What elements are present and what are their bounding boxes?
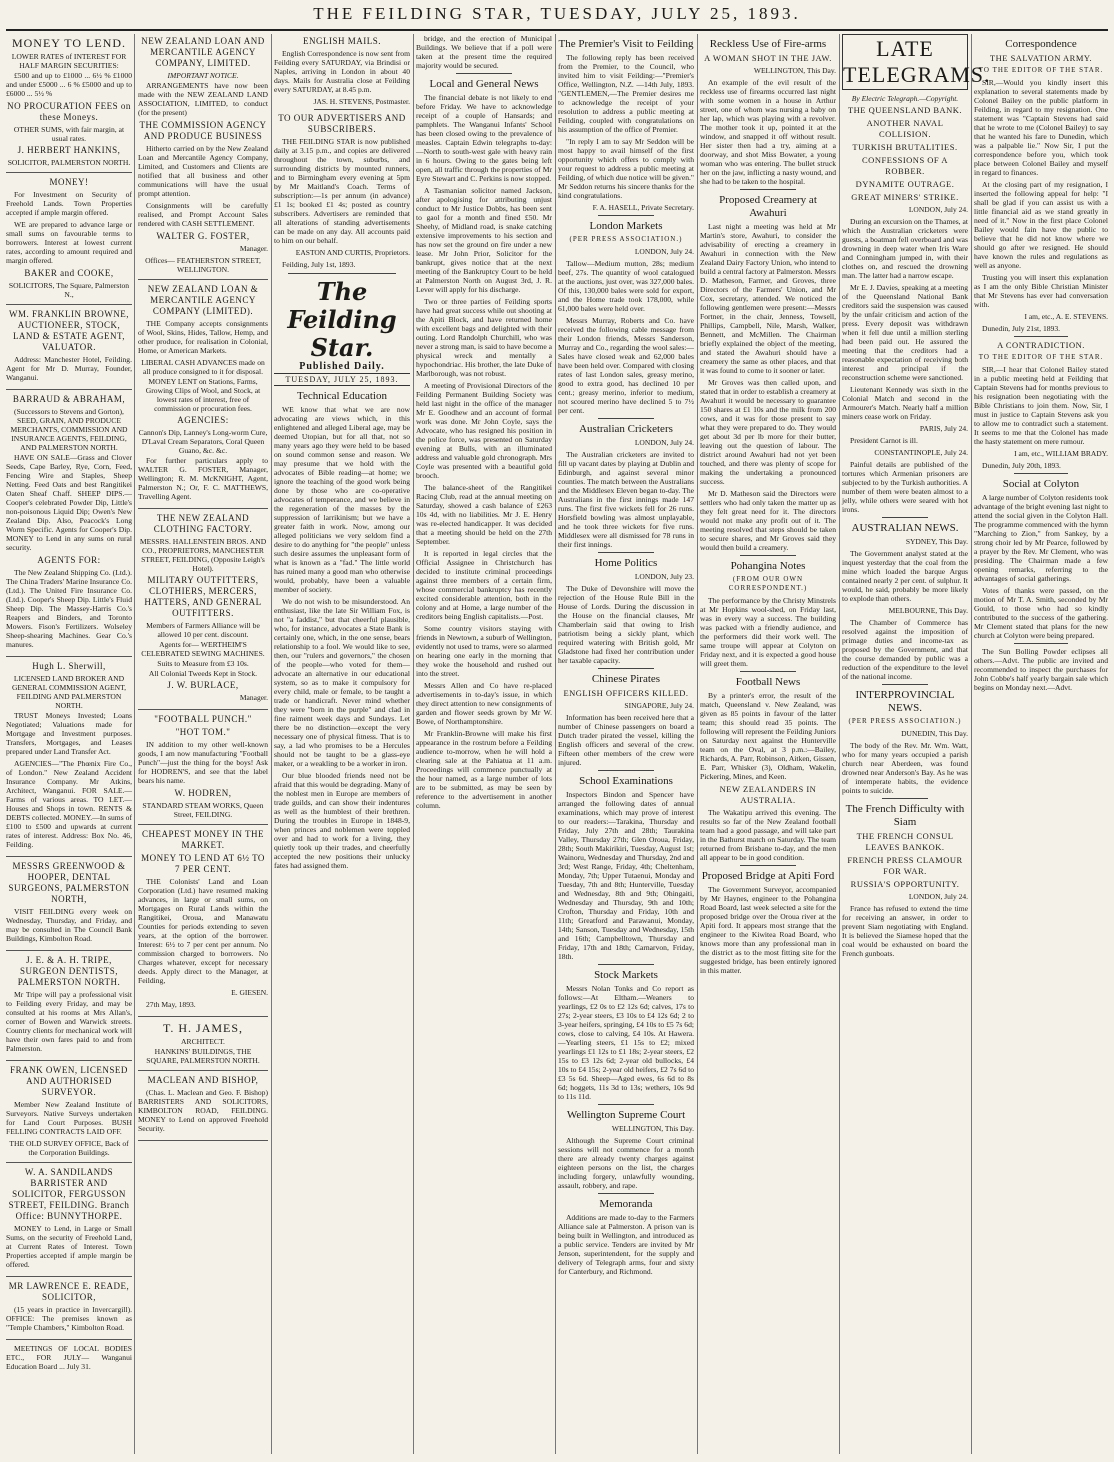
article-heading: Wellington Supreme Court (566, 1109, 686, 1121)
notice-signature: EASTON AND CURTIS, Proprietors. (295, 248, 410, 257)
article-source: (FROM OUR OWN CORRESPONDENT.) (728, 575, 808, 592)
column-3-editorial (274, 34, 410, 1454)
ad-text: AGENCIES—"The Phœnix Fire Co., of London." New Zealand Accident Insurance Company. Mr Atkins, Architect, Wanganui. FOR SALE.—Farms of various areas. TO LET.—Houses and Shops in town. RENTS & DEBTS collected. MONEY.—In sums of £100 to £500 and upwards at current rates of interest. Address: Box No. 46, Feilding. (6, 759, 132, 849)
article-text: "In reply I am to say Mr Seddon will be most happy to avail himself of the first opportunity which offers to comply with your request to address a public meeting at Feilding, of which due notice will be given." Mr Seddon returns his sincere thanks for the kind congratulations. (558, 137, 694, 200)
notice-date: Feilding, July 1st, 1893. (282, 260, 356, 269)
divider (598, 668, 654, 669)
ad-text: The New Zealand Shipping Co. (Ltd.). The China Traders' Marine Insurance Co. (Ltd.). The United Fire Insurance Co. (Ltd.). Cooper's Sheep Dip. Little's Fluid Sheep Dip. The Massey-Harris Co.'s Reapers and Binders, and Toronto Mowers. Fison's Fertilizers. Wolseley Sheep-shearing Machines. Gear Co.'s manures. (6, 568, 132, 649)
ad-advertiser-name: E. GIESEN. (231, 988, 268, 997)
ad-heading: MESSRS GREENWOOD & HOOPER, DENTAL SURGEONS, PALMERSTON NORTH, (8, 861, 130, 904)
column-divider (971, 34, 972, 1454)
ad-sherwill (6, 661, 132, 857)
article-text: It is reported in legal circles that the Official Assignee in Christchurch has decided to institute criminal proceedings against three members of a certain firm, whose commercial bankruptcy has recently excited considerable attention, both in the colony and at Home, a large number of the creditors being English capitalists.—Post. (416, 549, 552, 621)
ad-text: OTHER SUMS, with fair margin, at usual rates. (13, 125, 125, 143)
divider (1014, 336, 1068, 337)
letter-text: SIR,—I hear that Colonel Bailey stated in a public meeting held at Feilding that Captain Stevens had for months previous to his resignation been negotiating with the Bible Christians to join them. Now, Sir, I must in justice to Captain Stevens ask you to allow me to contradict such a statement. It seems to me that the Colonel has made the hasty statement on mere rumour. (974, 365, 1108, 446)
column-4-news (416, 34, 552, 1454)
article-dateline: LONDON, July 24. (634, 438, 694, 447)
notice-signature: JAS. H. STEVENS, Postmaster. (313, 97, 410, 106)
ad-subheading: AGENCIES: (177, 415, 229, 425)
article-heading: Chinese Pirates (591, 673, 661, 685)
article-heading: AUSTRALIAN NEWS. (851, 522, 959, 534)
article-heading: Australian Cricketers (579, 423, 673, 435)
article-text: Votes of thanks were passed, on the motion of Mr T. A. Smith, seconded by Mr Gould, to those who had so kindly contributed to the success of the gathering. Mr Clement stated that plans for the new church at Colyton were being prepared. (974, 586, 1108, 640)
ad-text: THE Company accepts consignments of Wool, Skins, Hides, Tallow, Hemp, and other produce, for realisation in Colonial, Home, or American Markets. (138, 319, 268, 355)
ad-heading: J. E. & A. H. TRIPE, SURGEON DENTISTS, PALMERSTON NORTH. (17, 955, 121, 987)
column-divider (839, 34, 840, 1454)
letter-date: Dunedin, July 21st, 1893. (982, 324, 1061, 333)
ad-heading: MONEY! (49, 177, 89, 187)
ad-nz-loan-mercantile (138, 284, 268, 509)
article-dateline: WELLINGTON, This Day. (611, 1124, 694, 1133)
article-dateline: SINGAPORE, July 24. (624, 701, 694, 710)
article-heading: Local and General News (429, 78, 539, 90)
article-text: During an excursion on the Thames, at which the Australian cricketers were guests, a boatman fell overboard and was drowning in deep water when Iris Ware and Conningham jumped in, with their clothes on, and rescued the drowning man. The latter had a narrow escape. (842, 217, 968, 280)
late-telegrams-banner: LATE TELEGRAMS. (842, 34, 968, 90)
divider (740, 189, 796, 190)
ad-heading: WM. FRANKLIN BROWNE, AUCTIONEER, STOCK, LAND & ESTATE AGENT, VALUATOR. (9, 309, 129, 352)
ad-advertiser-name: J. HERBERT HANKINS, (17, 145, 121, 155)
ad-heading: Hugh L. Sherwill, (32, 661, 106, 671)
ad-barraud-abraham (6, 394, 132, 657)
ad-rates: £500 and up to £1000 ... 6½ % £1000 and under £5000 ... 6 % £5000 and up to £6000 ... 5½ % (6, 71, 132, 98)
section-heading: Correspondence (1005, 38, 1077, 50)
ad-text: IN addition to my other well-known goods, I am now manufacturing "Football Punch"—just the thing for the boys! Ask for HODREN'S, and see that the label bears his name. (138, 740, 268, 785)
article-subheading: NEW ZEALANDERS IN AUSTRALIA. (719, 784, 817, 805)
divider (598, 552, 654, 553)
telegram-headline: GREAT MINERS' STRIKE. (851, 192, 959, 202)
article-dateline: MELBOURNE, This Day. (888, 606, 968, 615)
column-divider (134, 34, 135, 1454)
article-text: We do not wish to be misunderstood. An enthusiast, like the late Sir William Fox, is not "a faddist," but that cheerful plausible, who, for instance, advocates a State Bank is certainly one, which, in the one sense, bears relationship to a fool. We would like to see, then, our "rulers and governors," the chosen of the people—who voted for them—advocate an alternative in our educational system, so as to make it compulsory for every child, male or female, to be taught a trade or handicraft. Never mind whether they were "born in the purple" and clad in fine raiment week days and Sundays. Let there be no distinction—except the very necessary one of physical fitness. That is to say, a lad who promises to be a Hercules should not be taught to be a glass-eye maker, or a weakling to be a worker in iron. (274, 597, 410, 768)
article-heading: INTERPROVINCIAL NEWS. (855, 689, 955, 714)
ad-james-architect (138, 1021, 268, 1071)
column-8-correspondence (974, 34, 1108, 1454)
article-text: Mr D. Matheson said the Directors were settlers who had only taken the matter up as they felt great need for it. The directors would not make any profit out of it. The meeting resolved that steps should be taken to secure shares, and Mr Groves said they would then build a creamery. (700, 489, 836, 552)
article-text: Some country visitors staying with friends in Newtown, a suburb of Wellington, evidently not used to trams, were so alarmed on hearing one early in the morning that they woke the household and rushed out into the street. (416, 624, 552, 678)
article-dateline: SYDNEY, This Day. (905, 537, 968, 546)
article-dateline: CONSTANTINOPLE, July 24. (874, 448, 968, 457)
article-source: (PER PRESS ASSOCIATION.) (848, 717, 962, 725)
divider (314, 109, 370, 110)
advertorial-text: The Sun Bolling Powder eclipses all others.—Advt. The public are invited and recommended to inspect the purchases for John Cobbe's half yearly bargain sale which begins on Monday next.—Advt. (974, 647, 1108, 692)
divider (456, 73, 512, 74)
article-text: An example of the evil result of the reckless use of firearms occurred last night with some women in a house in Arthur street, one of whom was nursing a baby on her lap, which was playing with a revolver. The mother took it up, pointed it at the window, and snapped it off without result. Her sister then had a try, aiming at a doorway, and shot Miss Bowater, a young woman who was entering. The bullet struck her on the jaw, inflicting a nasty wound, and she had to be taken to the hospital. (700, 78, 836, 186)
ad-text: Agents for— WERTHEIM'S CELEBRATED SEWING MACHINES. (141, 640, 265, 658)
ad-heading: T. H. JAMES, (162, 1021, 244, 1035)
article-text: The Chamber of Commerce has resolved against the imposition of primage duties and income-tax as proposed by the Government, and that the course demanded by public was a reduction of the expenditure to the level of the national income. (842, 618, 968, 681)
ad-heading: MONEY TO LEND. (11, 36, 127, 50)
article-signature: F. A. HASELL, Private Secretary. (592, 203, 694, 212)
divider (1014, 643, 1068, 644)
ad-advertiser-name: J. W. BURLACE, (167, 680, 239, 690)
letter-date: Dunedin, July 20th, 1893. (982, 461, 1061, 470)
ad-subheading: IMPORTANT NOTICE. (167, 71, 239, 80)
ad-text: THE Colonists' Land and Loan Corporation (Ltd.) have resumed making advances, in large or small sums, on Mortgages on Rural Lands within the Rangitikei, Oroua, and Manawatu Counties for periods extending to seven years, at the option of the borrower. Interest: 6½ to 7 per cent per annum. No commission charged to borrowers. No Charges whatever, except for necessary deeds. Apply direct to the Manager, at Feilding, (138, 877, 268, 985)
ad-frank-owen (6, 1065, 132, 1163)
article-text: The Wakatipu arrived this evening. The results so far of the New Zealand football team had a good passage, and will take part in the Bathurst match on Saturday. The team returned from Brisbane to-day, and the men all appear to be in good condition. (700, 808, 836, 862)
ad-subheading: MILITARY OUTFITTERS, CLOTHIERS, MERCERS, HATTERS, AND GENERAL OUTFITTERS. (144, 575, 262, 618)
ad-clothing-factory (138, 513, 268, 710)
article-heading: Stock Markets (594, 969, 658, 981)
article-text: President Carnot is ill. (850, 436, 918, 445)
masthead-title: THE FEILDING STAR, TUESDAY, JULY 25, 1893. (313, 4, 801, 23)
ad-advertiser-role: SOLICITORS, The Square, Palmerston N., (8, 281, 130, 299)
ad-text: MONEY to Lend, in Large or Small Sums, on the security of Freehold Land, at Current Rates of Interest. Town Properties accepted if ample margin be offered. (6, 1224, 132, 1269)
article-subheading: FRENCH PRESS CLAMOUR FOR WAR. (847, 855, 963, 876)
ad-subheading: AGENTS FOR: (37, 555, 101, 565)
column-6-news (700, 34, 836, 1454)
article-text: Messrs Nolan Tonks and Co report as follows:—At Eltham.—Weaners to yearlings, £2 0s to £2 12s 6d; calves, 17s to 27s; 2-year steers, £3 10s to £4 12s 6d; 2 to 3-year heifers, springing, £4 10s to £5 7s 6d; cows, close to calving, £4 10s. At Hawera.—Yearling steers, £1 15s to £2; mixed yearlings £1 12s to £1 18s; 2-year steers, £2 15s to £3 12s 6d; 2-year old bullocks, £4 10s to £4 15s; 2-year old heifers, £2 7s 6d to £3 5s 6d. Sheep—Aged ewes, 6s 6d to 8s 6d; hoggets, 11s 3d to 13s; wethers, 10s 9d to 11s 11d. (558, 984, 694, 1101)
column-2-advertisements (138, 34, 268, 1454)
ad-heading: MACLEAN AND BISHOP, (147, 1075, 259, 1085)
article-text: A meeting of Provisional Directors of the Feilding Permanent Building Society was held last night in the office of the manager Mr E. Goodhew and an account of formal work was done. Mr John Coyle, says the Advocate, who has resigned his position in the police force, was presented on Saturday evening at Bulls, with an illuminated address and valuable gold chronograph. Mrs Coyle was presented with a beautiful gold brooch. (416, 381, 552, 480)
article-heading: Memoranda (599, 1198, 653, 1210)
ad-heading: THE NEW ZEALAND CLOTHING FACTORY. (153, 513, 253, 534)
paper-nameplate: The Feilding Star. (287, 277, 397, 362)
ad-text: Cannon's Dip, Lanney's Long-worm Cure, D'Laval Cream Separators, Coral Queen Guano, &c. &c. (138, 428, 268, 455)
article-text: The body of the Rev. Mr. Wm. Watt, who for many years occupied a parish church near Aberdeen, was found drowned near Anderson's Bay. As he was of intemperate habits, the evidence points to suicide. (842, 741, 968, 795)
ad-date: 27th May, 1893. (146, 1000, 196, 1009)
article-text: The balance-sheet of the Rangitikei Racing Club, read at the annual meeting on Saturday, showed a cash balance of £263 10s 4d, with no liabilities. Mr J. E. Henry was re-elected handicapper. It was decided that a meeting should be held on the 27th September. (416, 483, 552, 546)
article-dateline: LONDON, July 24. (634, 247, 694, 256)
telegram-headline: TURKISH BRUTALITIES. (852, 142, 958, 152)
article-text: Mr E. J. Davies, speaking at a meeting of the Queensland National Bank creditors said the suspension was caused by the unfair criticism and action of the press. Every deposit was withdrawn when it fell due until a million sterling had been paid out. He assured the meeting that the creditors had a reasonable expectation of receiving both interest and principal if the reconstruction scheme were sanctioned. (842, 283, 968, 382)
article-text: Mr Groves was then called upon, and stated that in order to establish a creamery at Awahuri it would be necessary to guarantee 150 shares at £1 10s and the milk from 200 cows, and it was for those present to say what they were prepared to do. They would get about 3d per lb more for their butter, leaving out the question of labour. The district around Awahuri had not yet been touched, and there was plenty of scope for making the undertaking a pronounced success. (700, 378, 836, 486)
meetings-notice: MEETINGS OF LOCAL BODIES ETC., FOR JULY— Wanganui Education Board ... July 31. (6, 1344, 132, 1371)
article-text: By a printer's error, the result of the match, Queensland v. New Zealand, was given as 85 points in favour of the latter team; this should read 35 points. The following will represent the Feilding Juniors on Saturday next against the Hunterville team on the Oval, at 3 p.m.:—Bailey, Richards, A. Parr, Robinson, Aitken, Gissen, E. Parr, Whisker (3), Oldham, Wakelin, Pickering, Mines, and Keen. (700, 691, 836, 781)
ad-nz-loan-notice (138, 36, 268, 280)
article-text: Our blue blooded friends need not be afraid that this would be degrading. Many of the noblest men in Europe are members of trade guilds, and can show their indentures as well as the humblest of their brethren. During the troubles in Europe in 1848-9, when princes and noblemen were toppled over and had to work for a living, they quietly took up their trades, and cheerfully accepted the new positions their unlucky fates had assigned them. (274, 771, 410, 870)
letter-salutation: TO THE EDITOR OF THE STAR. (978, 66, 1104, 74)
ad-advertiser-role: Manager. (239, 693, 268, 702)
ad-advertiser-role: SOLICITOR, PALMERSTON NORTH. (7, 158, 131, 167)
ad-cheapest-money (138, 829, 268, 1017)
article-subheading: THE FRENCH CONSUL LEAVES BANKOK. (856, 831, 954, 852)
article-text: The Government analyst stated at the inquest yesterday that the coal from the mine which loaded the barque Argus contained nearly 2 per cent. of sulphur. It would, he said, probably be more likely to explode than others. (842, 549, 968, 603)
ad-maclean-bishop (138, 1075, 268, 1141)
article-heading: Social at Colyton (1002, 478, 1080, 490)
letter-salutation: TO THE EDITOR OF THE STAR. (978, 353, 1104, 361)
ad-text: VISIT FEILDING every week on Wednesday, Thursday, and Friday, and may be consulted in The Council Bank Buildings, Kimbolton Road. (6, 907, 132, 943)
divider (740, 671, 796, 672)
article-subheading: A WOMAN SHOT IN THE JAW. (704, 53, 832, 63)
article-text: Two or three parties of Feilding sports have had great success while out shooting at the Apiti Block, and have returned home with excellent bags and delighted with their outing. Lord Randolph Churchill, who was never a strong man, is said to have become a physical wreck and mentally a hypochondriac. His brother, the late Duke of Marlborough, was not robust. (416, 297, 552, 378)
letter-text: Trusting you will insert this explanation as I am the only Bible Christian Minister that Mr Stevens has ever had conversation with. (974, 273, 1108, 309)
divider (288, 273, 396, 274)
letter-signature: I am, etc., A. E. STEVENS. (1024, 312, 1108, 321)
article-dateline: LONDON, July 24. (908, 892, 968, 901)
ad-text: (Chas. L. Maclean and Geo. F. Bishop) BARRISTERS AND SOLICITORS, KIMBOLTON ROAD, FEILDING. MONEY to Lend on approved Freehold Security. (138, 1088, 268, 1133)
divider (740, 865, 796, 866)
notice-text: THE FEILDING STAR is now published daily at 3.15 p.m., and copies are delivered throughout the town, suburbs, and surrounding districts by mounted runners, and to Birmingham every evening at 5pm by Mr Maitland's Coach. Terms of subscription:—1s per annum (in advance) £1 1s; booked £1 4s; posted as country subscribers. Advertisers are reminded that all alterations of standing advertisements can be made on any day. All accounts paid to him on our behalf. (274, 137, 410, 245)
divider (598, 964, 654, 965)
ad-text: WE are prepared to advance large or small sums on favourable terms to borrowers. Interest at lowest current rates, according to amount required and margin offered. (6, 220, 132, 265)
article-text: The Australian cricketers are invited to fill up vacant dates by playing at Dublin and Edinburgh, and against several minor counties. The match between the Australians and the Middlesex Eleven began to-day. The Australians in the first innings made 147 runs. The first five wickets fell for 26 runs. Horsfield bowling was almost unplayable, and he took three wickets for five runs. Middlesex were all dismissed for 78 runs in their first innings. (558, 450, 694, 549)
article-text: The performance by the Christy Minstrels at Mr Hopkins wool-shed, on Friday last, was in every way a success. The building was packed with a friendly audience, and the performers did their work well. The same troupe will appear at Colyton on Friday next, and it is expected a good house will greet them. (700, 596, 836, 668)
letter-text: SIR,—Would you kindly insert this explanation to several statements made by Colonel Bailey on the public platform in Feilding, in regard to my resignation. One statement was "Captain Stevens had said that he wrote to me (Colonel Bailey) to say that he wanted his fare to Dunedin, which was a palpable lie." Now Sir, I put the correspondence before you, which took place between Colonel Bailey and myself in regard to finances. (974, 78, 1108, 177)
article-heading: The French Difficulty with Siam (845, 803, 965, 828)
ad-heading: FRANK OWEN, LICENSED AND AUTHORISED SURVEYOR. (10, 1065, 128, 1097)
article-heading: School Examinations (579, 775, 673, 787)
ad-heading: NEW ZEALAND LOAN AND MERCANTILE AGENCY COMPANY, LIMITED. (141, 36, 265, 68)
article-text: WE know that what we are now advocating are views which, in this enlightened and alleged Liberal age, may be deemed Utopian, but for all that, not so many years ago they were held to be based on sound common sense and reason. We may presume that we hold with the advocates of Bible reading—at home; we ignore the teaching of the good work being done by those who are co-operative advocates of temperance, and we believe in the regeneration of the masses by the suppression of larrikinism; but we have a greater faith in work. Now, among our alleged politicians we very seldom find a desire to do anything for "the people" unless such desire assumes the unpleasant form of what is known as a "fad." The little world has ruined many a good man who otherwise would, probably, have been a valuable member of society. (274, 405, 410, 594)
article-text: Messrs Murray, Roberts and Co. have received the following cable message from their London friends, Messrs Sanderson, Murray and Co., regarding the wool sales:—Sales have closed weak and 62,000 bales have been held over. Compared with closing rates of last London sales, greasy merino, good to extra good, has declined 10 per cent.; greasy merino, inferior to medium, not scoured merino have declined 5 to 7½ per cent. (558, 316, 694, 415)
ad-text: MONEY LENT on Stations, Farms, Growing Clips of Wool, and Stock, at lowest rates of interest, free of commission or procuration fees. (145, 377, 261, 413)
article-dateline: WELLINGTON, This Day. (753, 66, 836, 75)
column-divider (555, 34, 556, 1454)
telegram-headline: CONFESSIONS OF A ROBBER. (862, 155, 948, 176)
article-text: Additions are made to-day to the Farmers Alliance sale at Palmerston. A prison van is being built in Wellington, and introduced as a public service. Tenders are invited by Mr Jenson, superintendent, for the supply and delivery of Telegraph arms, four and sixty for Canterbury, and Richmond. (558, 1213, 694, 1276)
column-7-telegrams (842, 34, 991, 1454)
ad-text: THE OLD SURVEY OFFICE, Back of the Corporation Buildings. (9, 1139, 129, 1157)
article-heading: Reckless Use of Fire-arms (709, 38, 827, 50)
ad-text: Hitherto carried on by the New Zealand Loan and Mercantile Agency Company, Limited, and Customers and Clients are notified that all business and other communications will have the usual prompt attention. (138, 144, 268, 198)
ad-advertiser-name: WALTER G. FOSTER, (156, 231, 250, 241)
ad-reade (6, 1281, 132, 1340)
article-text: Messrs Allen and Co have re-placed advertisements in to-day's issue, in which they direct attention to new consignments of garden and flower seeds grown by Mr W. Bowe, of Northamptonshire. (416, 681, 552, 726)
divider (1014, 473, 1068, 474)
article-subheading: ENGLISH OFFICERS KILLED. (563, 688, 689, 698)
article-text: Lieutenant Kennedy was sixth in the Colonial Match and second in the Armourer's Match. Nearly half a million miners cease work on Friday. (842, 385, 968, 421)
ad-text: Offices— FEATHERSTON STREET, WELLINGTON. (145, 256, 261, 274)
ad-heading: BARRAUD & ABRAHAM, (12, 394, 126, 404)
article-heading: London Markets (589, 220, 663, 232)
letter-signature: I am, etc., WILLIAM BRADY. (1014, 449, 1108, 458)
ad-text: TRUST Moneys Invested; Loans Negotiated; Valuations made for Mortgage and Investment purposes. Transfers, Mortgages, and Leases prepared under Land Transfer Act. (6, 711, 132, 756)
ad-heading: NEW ZEALAND LOAN & MERCANTILE AGENCY COMPANY (LIMITED). (147, 284, 259, 316)
article-heading: Proposed Bridge at Apiti Ford (701, 870, 835, 882)
ad-text: Suits to Measure from £3 10s. (157, 659, 249, 668)
telegram-headline: DYNAMITE OUTRAGE. (855, 179, 955, 189)
ad-sandilands (6, 1167, 132, 1277)
article-text: Inspectors Bindon and Spencer have arranged the following dates of annual examinations, which may prove of interest to our readers:—Tarakina, Thursday and Friday, July 27th and 28th; Taurakina Valley, Thursday 27th; Glen Oroua, Friday, 28th; South Makirikiri, Tuesday, August 1st; Wainoru, Wednesday and Thursday, 2nd and 3rd; West Range, Friday, 4th; Cheltenham, Monday, 7th; Upper Tutaenui, Monday and Tuesday, 7th and 8th; Hunterville, Tuesday and Wednesday, 8th and 9th; Ohingaiti, Wednesday and Thursday, 9th and 10th; Crofton, Thursday and Friday, 10th and 11th; Greatford and Parawanui, Monday, 14th; Sanson, Tuesday and Wednesday, 15th and 16th; Campbelltown, Thursday and Friday, 17th and 18th; Carnarvon, Friday, 18th. (558, 790, 694, 961)
ad-heading: CHEAPEST MONEY IN THE MARKET. (141, 829, 265, 850)
ad-text: Members of Farmers Alliance will be allowed 10 per cent. discount. (146, 621, 260, 639)
ad-heading: W. A. SANDILANDS BARRISTER AND SOLICITOR, FERGUSSON STREET, FEILDING. Branch Office: BUNNYTHORPE. (8, 1167, 130, 1221)
column-divider (697, 34, 698, 1454)
divider (598, 418, 654, 419)
divider (740, 555, 796, 556)
article-text: Information has been received here that a number of Chinese passengers on board a Dutch trader pirated the vessel, killing the English officers and several of the crew. Fifteen other members of the crew were injured. (558, 713, 694, 767)
article-dateline: PARIS, July 24. (919, 424, 968, 433)
column-divider (271, 34, 272, 1454)
notice-text: English Correspondence is now sent from Feilding every SATURDAY, via Brindisi or Naples, arriving in London in about 40 days. Mails for Australia close at Feilding every SATURDAY, at 8.45 p.m. (274, 49, 410, 94)
ad-franklin-browne (6, 309, 132, 390)
ad-heading: "FOOTBALL PUNCH." (154, 714, 252, 724)
notice-heading: ENGLISH MAILS. (303, 36, 381, 46)
article-text: A large number of Colyton residents took advantage of the bright evening last night to attend the social given in the Colyton Hall. The programme commenced with the hymn "Marching to Zion," from Sankey, by a strong choir led by Mr Pearce, followed by a prayer by the Rev. Mr Clement, who was presiding. The Chairman made a few opening remarks, referring to the advantages of social gatherings. (974, 493, 1108, 583)
ad-text: STANDARD STEAM WORKS, Queen Street, FEILDING. (142, 801, 264, 819)
telegram-headline: THE QUEENSLAND BANK. (847, 105, 963, 115)
ad-greenwood-hooper (6, 861, 132, 951)
column-1-advertisements (6, 34, 132, 1454)
ad-subheading: LOWER RATES of INTEREST FOR HALF MARGIN SECURITIES: (11, 52, 127, 70)
article-text: A Tasmanian solicitor named Jackson, after apologising for attributing unjust conduct to Mr Justice Dobbs, has been sent to gaol for a month and fined £50. Mr Sheehy, of Midland road, is snake catching extensive improvements to his section and has now set the ground on fire under a new lease. Mr John Prior, Solicitor for the bankrupt, gives notice that at the next meeting of the Bankruptcy Court to be held at Palmerston North on August 3rd, J. R. Lever will apply for his discharge. (416, 186, 552, 294)
ad-money-to-lend (6, 36, 132, 173)
article-text: France has refused to extend the time for receiving an answer, in order to prevent Siam negotiating with England. It is believed the Siamese hoped that the coal would be exhausted on board the French gunboats. (842, 904, 968, 958)
paper-dateline: TUESDAY, JULY 25, 1893. (274, 373, 410, 386)
telegram-source: By Electric Telegraph.—Copyright. (851, 94, 959, 103)
article-text: The Government Surveyor, accompanied by Mr Haynes, engineer to the Pohangina Road Board, last week selected a site for the proposed bridge over the Oroua river at the Apiti ford. It appears most strange that the engineer to the Kiwitea Road Board, who knows more than any professional man in the district as to the most fitting site for the suggested bridge, has been entirely ignored in this matter. (700, 885, 836, 975)
ad-subheading: NO PROCURATION FEES on these Moneys. (7, 101, 131, 122)
article-heading: Pohangina Notes (730, 560, 806, 572)
letter-heading: A CONTRADICTION. (997, 340, 1085, 350)
ad-advertiser-name: W. HODREN, (174, 788, 232, 798)
ad-subheading: (Successors to Stevens and Gorton), SEED, GRAIN, AND PRODUCE MERCHANTS, COMMISSION AND INSURANCE AGENTS, FEILDING, AND PALMERSTON NORTH. (10, 407, 128, 452)
divider (598, 770, 654, 771)
article-heading: Home Politics (594, 557, 658, 569)
ad-subheading: MONEY TO LEND AT 6½ TO 7 PER CENT. (141, 853, 265, 874)
ad-heading: MR LAWRENCE E. READE, SOLICITOR, (8, 1281, 130, 1302)
ad-text: HAVE ON SALE—Grass and Clover Seeds, Cape Barley, Rye, Corn, Feed, Fencing Wire and Staples, Sheep Netting. Feed Oats and best Rangitikei Oaten Sheaf Chaff. SHEEP DIPS.—Cooper's celebrated Powder Dip, Little's non-poisonous Liquid Dip; Owen's New Zealand Dip. Also, Peacock's Long Worm Specific. Agents for Cooper's Dip. MONEY to Lend in any sums on rural security. (6, 453, 132, 552)
ad-text: ARRANGEMENTS have now been made with the NEW ZEALAND LAND ASSOCIATION, LIMITED, to conduct (for the present) (138, 81, 268, 117)
article-subheading: RUSSIA'S OPPORTUNITY. (850, 879, 960, 889)
article-dateline: DUNEDIN, This Day. (901, 729, 968, 738)
telegram-headline: ANOTHER NAVAL COLLISION. (866, 118, 944, 139)
divider (598, 215, 654, 216)
ad-tripe (6, 955, 132, 1061)
divider (882, 798, 928, 799)
ad-text: For further particulars apply to WALTER G. FOSTER, Manager, Wellington; R. M. McKNIGHT, Agent, Palmerston N.; Or, F. C. MATTHEWS, Travelling Agent. (138, 456, 268, 501)
article-source: (PER PRESS ASSOCIATION.) (569, 235, 683, 243)
masthead-rule (6, 29, 1108, 31)
ad-text: HANKINS' BUILDINGS, THE SQUARE, PALMERSTON NORTH. (146, 1047, 260, 1065)
article-text: The financial debate is not likely to end before Friday. We have to acknowledge receipt of a couple of Hansards; and pamphlets. The Wanganui Infants' School has been closed owing to the prevalence of measles. Captain Edwin telegraphs to-day:—North to south-west gale with heavy rain in 6 hours. Owing to the gates being left open, all traffic through the properties of Mr Eyre Stewart and C. Perkins is now stopped. (416, 93, 552, 183)
ad-text: For Investment on Security of Freehold Lands. Town Properties accepted if ample margin offered. (6, 190, 132, 217)
ad-advertiser-role: Manager. (239, 244, 268, 253)
notice-heading: TO OUR ADVERTISERS AND SUBSCRIBERS. (278, 113, 406, 134)
ad-money (6, 177, 132, 305)
column-5-news (558, 34, 694, 1454)
ad-subheading: THE COMMISSION AGENCY AND PRODUCE BUSINESS (139, 120, 267, 141)
ad-text: LIBERAL CASH ADVANCES made on all produce consigned to it for disposal. (141, 358, 265, 376)
ad-subheading: ARCHITECT. (181, 1037, 225, 1046)
ad-text: Address: Manchester Hotel, Feilding. Agent for Mr D. Murray, Founder, Wanganui. (6, 355, 132, 382)
article-text: The following reply has been received from the Premier, to the Council, who invited him to visit Feilding:—"Premier's Office, Wellington, N.Z. —14th July, 1893. "GENTLEMEN,—The Premier desires me to acknowledge the receipt of your resolution to address a public meeting at Feilding, coupled with congratulations on his assumption of the office of Premier. (558, 53, 694, 134)
ad-text: (15 years in practice in Invercargill). OFFICE: The premises known as "Temple Chambers," Kimbolton Road. (6, 1305, 132, 1332)
divider (598, 1104, 654, 1105)
divider (598, 1193, 654, 1194)
ad-subheading: MESSRS. HALLENSTEIN BROS. AND CO., PROPRIETORS, MANCHESTER STREET, FEILDING, (Opposite Leigh's Hotel). (139, 537, 267, 573)
divider (882, 517, 928, 518)
letter-heading: THE SALVATION ARMY. (989, 53, 1093, 63)
paper-subtitle: Published Daily. (299, 361, 385, 372)
ad-heading: "HOT TOM." (175, 727, 231, 737)
article-heading: Football News (735, 676, 801, 688)
ad-text: Consignments will be carefully realised, and Prompt Account Sales rendered with CASH SETTLEMENT. (138, 201, 268, 228)
ad-text: All Colonial Tweeds Kept in Stock. (148, 669, 258, 678)
ad-text: Member New Zealand Institute of Surveyors. Native Surveys undertaken for Land Court Purposes. BUSH FELLING CONTRACTS LAID OFF. (6, 1100, 132, 1136)
article-dateline: LONDON, July 24. (908, 205, 968, 214)
letter-text: At the closing part of my resignation, I inserted the following appeal for help: "I shall be glad if you can assist us with a little financial aid as we stand greatly in need of it." Now in the first place Colonel Bailey would fain have the public to believe that he did not know where we should go after we resigned. He should have known the rules and regulations as well as anyone. (974, 180, 1108, 270)
article-text: The Duke of Devonshire will move the rejection of the House Rule Bill in the House of Lords. During the discussion in the House on the financial clauses, Mr Chamberlain said that owing to Irish patriotism being a sickly plant, which required watering with British gold, Mr Gladstone had fixed her contribution under her taxable capacity. (558, 584, 694, 665)
ad-subheading: LICENSED LAND BROKER AND GENERAL COMMISSION AGENT, FEILDING AND PALMERSTON NORTH. (11, 674, 127, 710)
article-text: Painful details are published of the tortures which Armenian prisoners are subjected to by the Turkish authorities. A number of them were beaten almost to a jelly, while others were seared with hot irons. (842, 460, 968, 514)
ad-text: Mr Tripe will pay a professional visit to Feilding every Friday, and may be consulted at his rooms at Mrs Allan's, corner of Bowen and Warwick streets. Country clients for mechanical work will have their own fares paid to and from Palmerston. (6, 990, 132, 1053)
ad-advertiser-name: BAKER and COOKE, (24, 268, 114, 278)
ad-hodren (138, 714, 268, 825)
column-divider (413, 34, 414, 1454)
article-heading: The Premier's Visit to Feilding (558, 38, 694, 50)
article-text: bridge, and the erection of Municipal Buildings. We believe that if a poll were taken at the present time the required majority would be secured. (416, 34, 552, 70)
article-text: Tallow—Medium mutton, 28s; medium beef, 27s. The quantity of wool catalogued at the auctions, just over, was 327,000 bales. Of this, 130,000 bales were sold for export, and the Home trade took 178,000, while 61,000 bales were held over. (558, 259, 694, 313)
article-heading: Proposed Creamery at Awahuri (719, 194, 817, 219)
article-heading: Technical Education (297, 390, 387, 402)
divider (882, 684, 928, 685)
article-dateline: LONDON, July 23. (634, 572, 694, 581)
article-text: Mr Franklin-Browne will make his first appearance in the rostrum before a Feilding audience to-morrow, when he will hold a clearing sale at the Pahiatua at 11 a.m. Proceedings will commence punctually at the hour named, as a large number of lots are to be submitted, as may be seen by reference to the advertisement in another column. (416, 729, 552, 810)
article-text: Although the Supreme Court criminal sessions will not commence for a month there are already twenty charges against eighteen persons on the list, the charges including forgery, unlawfully wounding, assault, robbery, and rape. (558, 1136, 694, 1190)
article-text: Last night a meeting was held at Mr Martin's store, Awahuri, to consider the advisability of erecting a creamery in Awahuri in connection with the New Zealand Dairy Factory Union, who intend to build a central factory at Palmerston. Messrs D. Matheson, Farmer, and Groves, three Directors of the Farmers' Union, and Mr Cox, secretary, attended. We noticed the following gentlemen were present:—Messrs Fortner, in the chair, Jenness, Towsell, Phillips, Campbell, Nile, Marsh, Walker, Bennett, and McMillen. The Chairman briefly explained the object of the meeting, and stated the Awahuri should have a creamery the same as other places, and that it was found to come to it sooner or later. (700, 222, 836, 375)
